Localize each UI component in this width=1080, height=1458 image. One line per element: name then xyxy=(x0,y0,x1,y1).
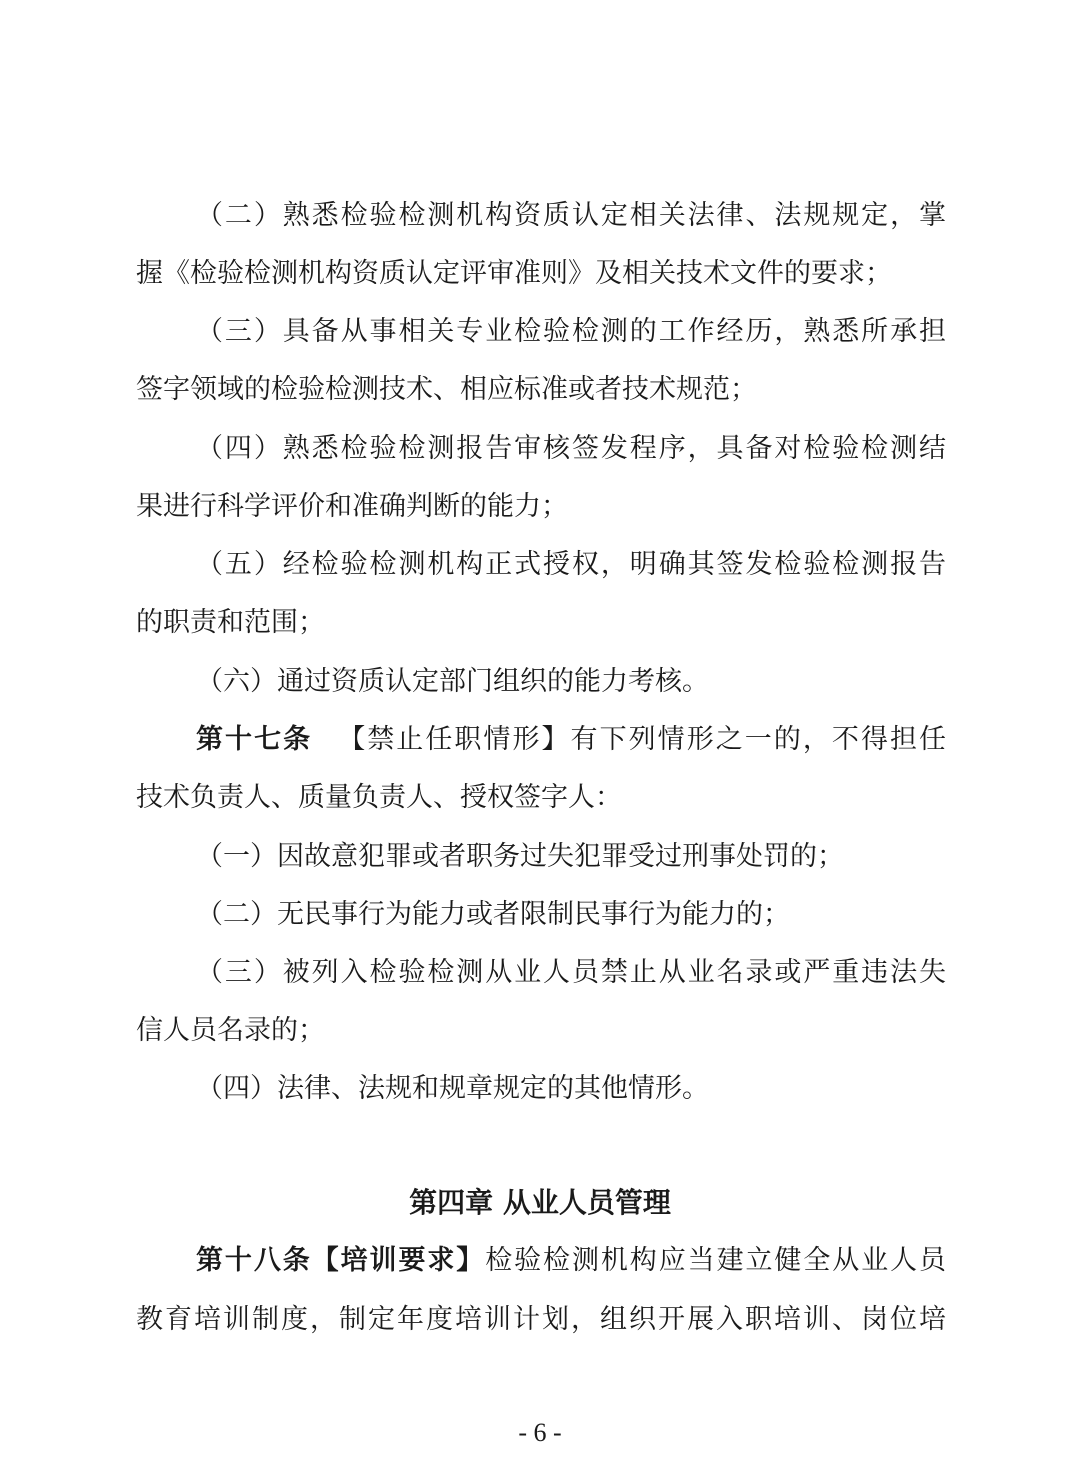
paragraph-line: 的职责和范围； xyxy=(136,607,325,638)
article-17-text: 有下列情形之一的，不得担任 xyxy=(570,724,946,755)
paragraph-line: （五）经检验检测机构正式授权，明确其签发检验检测报告 xyxy=(196,549,946,580)
article-18-line-1 xyxy=(136,1241,946,1281)
list-item: （二）无民事行为能力或者限制民事行为能力的； xyxy=(196,899,790,930)
page-number: - 6 - xyxy=(518,1418,562,1447)
article-17-title: 【禁止任职情形】 xyxy=(336,724,571,755)
list-item: （一）因故意犯罪或者职务过失犯罪受过刑事处罚的； xyxy=(196,841,844,872)
article-18-text: 检验检测机构应当建立健全从业人员 xyxy=(485,1245,946,1276)
paragraph-line: （二）熟悉检验检测机构资质认定相关法律、法规规定，掌 xyxy=(196,200,946,231)
list-item: （四）法律、法规和规章规定的其他情形。 xyxy=(196,1073,709,1104)
paragraph-line: 握《检验检测机构资质认定评审准则》及相关技术文件的要求； xyxy=(136,258,892,289)
list-item: 信人员名录的； xyxy=(136,1015,325,1046)
paragraph-line: 果进行科学评价和准确判断的能力； xyxy=(136,491,568,522)
paragraph-line: 教育培训制度，制定年度培训计划，组织开展入职培训、岗位培 xyxy=(136,1304,946,1335)
paragraph-line: （四）熟悉检验检测报告审核签发程序，具备对检验检测结 xyxy=(196,433,946,464)
list-item: （三）被列入检验检测从业人员禁止从业名录或严重违法失 xyxy=(196,957,946,988)
article-18-head: 第十八条【培训要求】 xyxy=(196,1245,486,1276)
paragraph-line: 技术负责人、质量负责人、授权签字人： xyxy=(136,782,622,813)
paragraph-line: （六）通过资质认定部门组织的能力考核。 xyxy=(196,666,709,697)
article-17-head: 第十七条 xyxy=(196,724,313,755)
article-17-line-1 xyxy=(136,720,946,760)
chapter-title: 第四章 从业人员管理 xyxy=(409,1186,671,1219)
paragraph-line: 签字领域的检验检测技术、相应标准或者技术规范； xyxy=(136,374,757,405)
paragraph-line: （三）具备从事相关专业检验检测的工作经历，熟悉所承担 xyxy=(196,316,946,347)
